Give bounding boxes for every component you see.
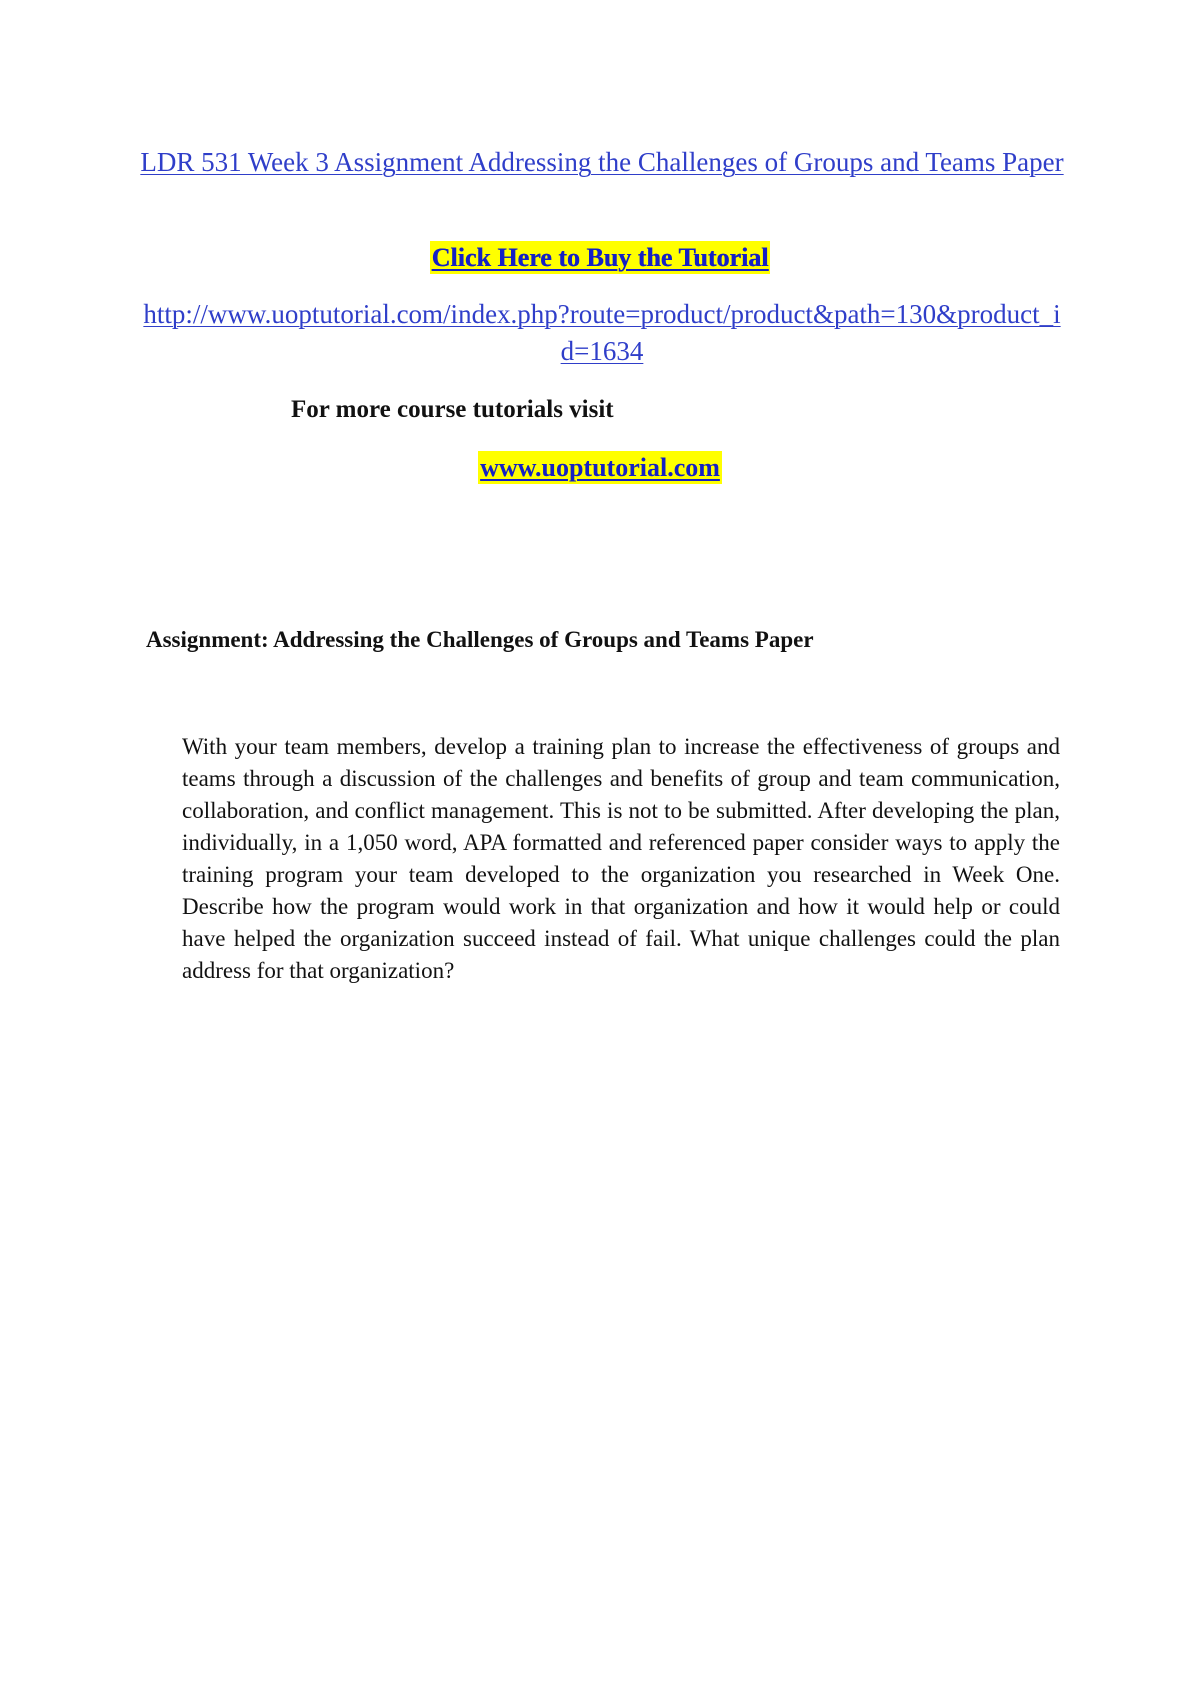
assignment-heading: Assignment: Addressing the Challenges of Groups and Teams Paper bbox=[146, 627, 814, 652]
product-url-link[interactable]: http://www.uoptutorial.com/index.php?route=product/product&path=130&product_id=1634 bbox=[143, 299, 1061, 366]
site-link-container bbox=[0, 451, 1200, 484]
buy-link-container bbox=[0, 241, 1200, 274]
assignment-body-paragraph: With your team members, develop a training plan to increase the effectiveness of groups and teams through a discussion of the challenges and benefits of group and team communication, collaboration, and conflict management. This is not to be submitted. After developing the plan, individually, in a 1,050 word, APA formatted and referenced paper consider ways to apply the training program your team developed to the organization you researched in Week One. Describe how the program would work in that organization and how it would help or could have helped the organization succeed instead of fail. What unique challenges could the plan address for that organization? bbox=[182, 734, 1060, 983]
more-tutorials-text: For more course tutorials visit bbox=[291, 396, 614, 423]
buy-tutorial-link[interactable]: Click Here to Buy the Tutorial bbox=[431, 243, 769, 272]
title-link[interactable]: LDR 531 Week 3 Assignment Addressing the Challenges of Groups and Teams Paper bbox=[140, 147, 1064, 177]
site-link[interactable]: www.uoptutorial.com bbox=[480, 453, 720, 482]
